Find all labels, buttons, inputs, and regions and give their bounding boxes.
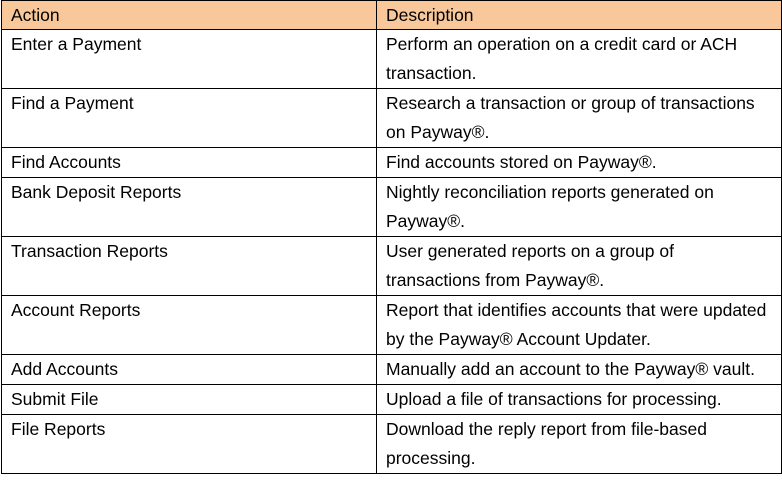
column-header-description: Description xyxy=(377,1,782,30)
description-cell: Manually add an account to the Payway® vault. xyxy=(377,355,782,385)
description-cell: Research a transaction or group of transactions on Payway®. xyxy=(377,89,782,148)
description-cell: Report that identifies accounts that were updated by the Payway® Account Updater. xyxy=(377,296,782,355)
table-row xyxy=(2,415,782,474)
action-cell: Find Accounts xyxy=(2,148,377,178)
table-row xyxy=(2,30,782,89)
table-row xyxy=(2,385,782,415)
table-body xyxy=(2,30,782,474)
description-cell: Download the reply report from file-based processing. xyxy=(377,415,782,474)
action-cell: Enter a Payment xyxy=(2,30,377,89)
table-row xyxy=(2,148,782,178)
action-cell: Bank Deposit Reports xyxy=(2,178,377,237)
table-row xyxy=(2,355,782,385)
column-header-action: Action xyxy=(2,1,377,30)
table-row xyxy=(2,89,782,148)
description-cell: Perform an operation on a credit card or ACH transaction. xyxy=(377,30,782,89)
description-cell: User generated reports on a group of transactions from Payway®. xyxy=(377,237,782,296)
table-row xyxy=(2,296,782,355)
action-cell: Account Reports xyxy=(2,296,377,355)
action-cell: Submit File xyxy=(2,385,377,415)
header-row xyxy=(2,1,782,30)
action-cell: Find a Payment xyxy=(2,89,377,148)
description-cell: Upload a file of transactions for processing. xyxy=(377,385,782,415)
table-row xyxy=(2,178,782,237)
table-header xyxy=(2,1,782,30)
action-cell: Transaction Reports xyxy=(2,237,377,296)
description-cell: Nightly reconciliation reports generated on Payway®. xyxy=(377,178,782,237)
action-cell: File Reports xyxy=(2,415,377,474)
table-row xyxy=(2,237,782,296)
description-cell: Find accounts stored on Payway®. xyxy=(377,148,782,178)
action-cell: Add Accounts xyxy=(2,355,377,385)
actions-table xyxy=(1,0,782,474)
